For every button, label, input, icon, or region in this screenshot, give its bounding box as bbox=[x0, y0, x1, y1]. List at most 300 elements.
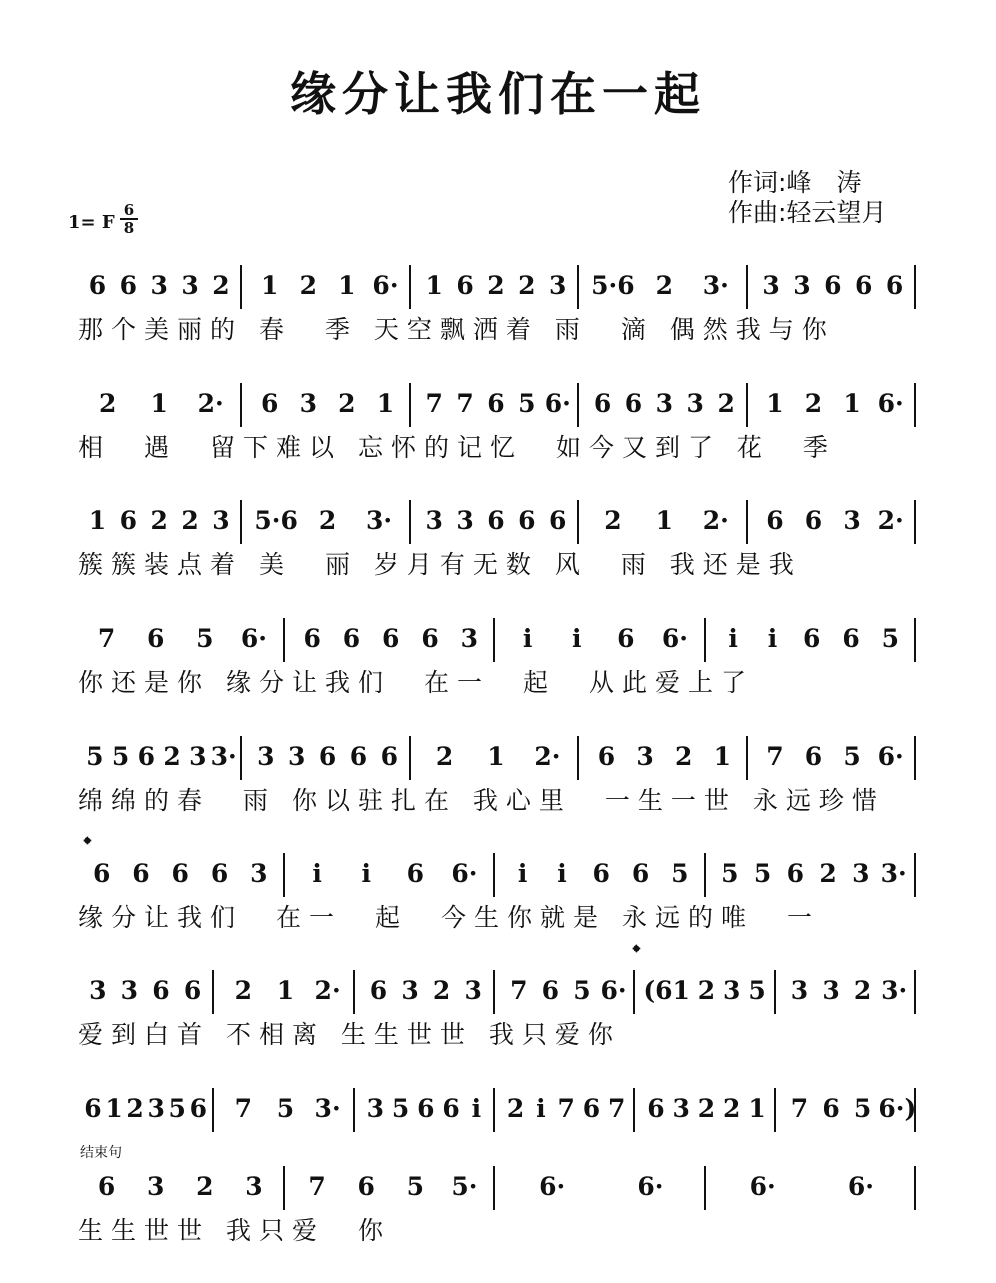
barline bbox=[212, 1088, 214, 1132]
note: 2 bbox=[432, 976, 451, 1005]
measure bbox=[289, 853, 500, 899]
note: 7 bbox=[456, 389, 474, 418]
barline bbox=[774, 970, 776, 1014]
lyric-line: 你还是你 缘分让我们 在一 起 从此爱上了 bbox=[78, 668, 754, 697]
measure bbox=[78, 853, 289, 899]
note: 6· bbox=[544, 389, 571, 418]
note: 2 bbox=[234, 976, 253, 1005]
note: 3· bbox=[880, 859, 907, 888]
note: 6 bbox=[137, 742, 156, 771]
barline bbox=[914, 265, 916, 309]
measure bbox=[246, 736, 414, 782]
measure bbox=[246, 500, 414, 546]
note: 5 bbox=[391, 1094, 410, 1123]
note: 1 bbox=[655, 506, 674, 535]
note: 6· bbox=[877, 389, 904, 418]
note: 7 bbox=[557, 1094, 575, 1123]
note: 5·6 bbox=[591, 271, 635, 300]
measure bbox=[710, 1166, 921, 1212]
note: 5 bbox=[111, 742, 130, 771]
note: 6· bbox=[372, 271, 399, 300]
note: 2 bbox=[181, 506, 199, 535]
note: 2 bbox=[99, 389, 117, 418]
note: 1 bbox=[425, 271, 443, 300]
note: i bbox=[471, 1094, 482, 1123]
barline bbox=[577, 383, 579, 427]
note: 3 bbox=[793, 271, 811, 300]
measure bbox=[289, 1166, 500, 1212]
note: 5 bbox=[406, 1172, 425, 1201]
note: 3 bbox=[89, 976, 107, 1005]
note: i bbox=[728, 624, 738, 653]
note: 7 bbox=[234, 1094, 253, 1123]
note: 5 bbox=[748, 976, 766, 1005]
note: 6 bbox=[406, 859, 425, 888]
note: 5 bbox=[843, 742, 861, 771]
note: 6 bbox=[582, 1094, 601, 1123]
measure bbox=[499, 1088, 639, 1134]
lyric-line: 缘分让我们 在一 起 今生你就是 永远的唯 一 bbox=[78, 903, 820, 932]
lyricist-name: 峰 涛 bbox=[786, 168, 862, 197]
note: 5 bbox=[196, 624, 214, 653]
measure bbox=[499, 970, 639, 1016]
note: 6· bbox=[451, 859, 478, 888]
ending-label: 结束句 bbox=[80, 1145, 122, 1161]
note: 3 bbox=[288, 742, 306, 771]
note: 1 bbox=[748, 1094, 766, 1123]
note: 3 bbox=[460, 624, 479, 653]
note: 6 bbox=[171, 859, 189, 888]
barline bbox=[283, 618, 285, 662]
note: 5 bbox=[276, 1094, 295, 1123]
note: 3 bbox=[146, 1172, 165, 1201]
note: 7 bbox=[425, 389, 443, 418]
note: 6 bbox=[369, 976, 388, 1005]
note: 2 bbox=[697, 976, 716, 1005]
note: 6 bbox=[631, 859, 650, 888]
note: 2 bbox=[150, 506, 168, 535]
note: 6 bbox=[804, 506, 823, 535]
barline bbox=[240, 383, 242, 427]
note: 6 bbox=[183, 976, 202, 1005]
note: 6· bbox=[637, 1172, 664, 1201]
note: 5 bbox=[168, 1094, 186, 1123]
note: 3 bbox=[257, 742, 275, 771]
note: 6 bbox=[132, 859, 150, 888]
lyric-line: 相 遇 留下难以 忘怀的记忆 如今又到了 花 季 bbox=[78, 433, 836, 462]
measure bbox=[499, 853, 710, 899]
note: 7 bbox=[308, 1172, 326, 1201]
note: 1 bbox=[260, 271, 279, 300]
note: 3 bbox=[636, 742, 654, 771]
note: 3 bbox=[212, 506, 230, 535]
note: 1 bbox=[487, 742, 505, 771]
barline bbox=[409, 265, 411, 309]
note: 2 bbox=[212, 271, 230, 300]
note: 6 bbox=[152, 976, 170, 1005]
note: 1 bbox=[105, 1094, 123, 1123]
barline bbox=[353, 1088, 355, 1132]
note: 3· bbox=[210, 742, 237, 771]
note: i bbox=[361, 859, 371, 888]
barline bbox=[633, 970, 635, 1014]
barline bbox=[914, 1166, 916, 1210]
measure bbox=[218, 1088, 358, 1134]
note: 6· bbox=[847, 1172, 874, 1201]
note: 6 bbox=[487, 389, 505, 418]
coda-mark-2: 𝄌 bbox=[633, 940, 640, 964]
note: 6 bbox=[417, 1094, 435, 1123]
note: 6 bbox=[824, 271, 842, 300]
barline bbox=[633, 1088, 635, 1132]
note: 3 bbox=[464, 976, 482, 1005]
barline bbox=[746, 736, 748, 780]
measure bbox=[78, 970, 218, 1016]
lyric-line: 生生世世 我只爱 你 bbox=[78, 1216, 391, 1245]
note: 6 bbox=[382, 624, 400, 653]
measure bbox=[415, 265, 583, 311]
note: 2 bbox=[853, 976, 872, 1005]
note: 2 bbox=[318, 506, 337, 535]
credits bbox=[728, 168, 886, 228]
note: 6 bbox=[189, 1094, 207, 1123]
note: 5·6 bbox=[254, 506, 298, 535]
note: 6 bbox=[303, 624, 321, 653]
note: 2 bbox=[299, 271, 317, 300]
note: 7 bbox=[790, 1094, 809, 1123]
note: 2· bbox=[877, 506, 904, 535]
note: 6 bbox=[342, 624, 361, 653]
note: 2 bbox=[487, 271, 505, 300]
note: 5 bbox=[881, 624, 900, 653]
note: 6 bbox=[766, 506, 784, 535]
measure bbox=[639, 970, 779, 1016]
note: 3 bbox=[250, 859, 268, 888]
note: 6 bbox=[357, 1172, 375, 1201]
measure bbox=[415, 736, 583, 782]
measure bbox=[78, 618, 289, 664]
note: 3 bbox=[366, 1094, 384, 1123]
note: 2· bbox=[534, 742, 561, 771]
measure bbox=[752, 736, 920, 782]
time-signature-bottom: 8 bbox=[123, 219, 135, 237]
measure bbox=[289, 618, 500, 664]
note: 1 bbox=[672, 976, 690, 1005]
note: 3 bbox=[655, 389, 674, 418]
time-signature-top: 6 bbox=[123, 201, 135, 219]
note: 2 bbox=[819, 859, 837, 888]
note: i bbox=[517, 859, 528, 888]
note: 2 bbox=[804, 389, 823, 418]
note: 2 bbox=[723, 1094, 741, 1123]
measure bbox=[246, 265, 414, 311]
barline bbox=[704, 1166, 706, 1210]
measure bbox=[583, 265, 751, 311]
barline bbox=[746, 383, 748, 427]
note: 2· bbox=[197, 389, 224, 418]
composer-name: 轻云望月 bbox=[786, 198, 887, 227]
note: 1 bbox=[276, 976, 295, 1005]
lyric-line: 那个美丽的 春 季 天空飘洒着 雨 滴 偶然我与你 bbox=[78, 315, 835, 344]
note: 6 bbox=[349, 742, 368, 771]
note: 6 bbox=[210, 859, 229, 888]
measure bbox=[359, 1088, 499, 1134]
note: 1 bbox=[88, 506, 107, 535]
measure bbox=[218, 970, 358, 1016]
coda-mark-1: 𝄌 bbox=[84, 832, 91, 856]
note: 3· bbox=[702, 271, 729, 300]
note: 6 bbox=[842, 624, 860, 653]
note: 7 bbox=[607, 1094, 626, 1123]
notes-row bbox=[78, 383, 928, 429]
barline bbox=[704, 618, 706, 662]
note: 1 bbox=[338, 271, 356, 300]
note: 5 bbox=[573, 976, 591, 1005]
note: 3 bbox=[852, 859, 870, 888]
barline bbox=[493, 618, 495, 662]
barline bbox=[493, 853, 495, 897]
note: 2 bbox=[697, 1094, 716, 1123]
note: 6· bbox=[661, 624, 688, 653]
measure bbox=[415, 383, 583, 429]
note: 6 bbox=[885, 271, 904, 300]
barline bbox=[746, 265, 748, 309]
notes-row bbox=[78, 265, 928, 311]
note: 1 bbox=[843, 389, 861, 418]
note: 3 bbox=[456, 506, 474, 535]
notes-row bbox=[78, 736, 928, 782]
note: 1 bbox=[766, 389, 784, 418]
measure bbox=[583, 500, 751, 546]
lyric-line: 绵绵的春 雨 你以驻扎在 我心里 一生一世 永远珍惜 bbox=[78, 786, 885, 815]
note: 6 bbox=[597, 742, 616, 771]
note: 6 bbox=[804, 742, 823, 771]
composer-label: 作曲: bbox=[728, 198, 787, 227]
notes-row bbox=[78, 1166, 928, 1212]
measure bbox=[499, 618, 710, 664]
barline bbox=[914, 500, 916, 544]
note: i bbox=[571, 624, 582, 653]
note: 5 bbox=[518, 389, 536, 418]
note: 3 bbox=[843, 506, 861, 535]
note: 6 bbox=[592, 859, 610, 888]
measure bbox=[752, 500, 920, 546]
note: 1 bbox=[376, 389, 395, 418]
notes-row bbox=[78, 618, 928, 664]
note: 5 bbox=[753, 859, 772, 888]
measure bbox=[78, 383, 246, 429]
note: i bbox=[767, 624, 778, 653]
note: 6 bbox=[421, 624, 439, 653]
note: 2 bbox=[435, 742, 454, 771]
measure bbox=[78, 1166, 289, 1212]
note: 3· bbox=[314, 1094, 341, 1123]
note: 6 bbox=[119, 506, 138, 535]
note: 3 bbox=[686, 389, 704, 418]
key-signature: 1= F bbox=[68, 212, 115, 233]
note: 3 bbox=[150, 271, 168, 300]
note: (6 bbox=[643, 976, 673, 1005]
note: i bbox=[312, 859, 322, 888]
note: 3 bbox=[147, 1094, 165, 1123]
barline bbox=[577, 265, 579, 309]
barline bbox=[577, 500, 579, 544]
note: 6 bbox=[624, 389, 643, 418]
measure bbox=[780, 970, 920, 1016]
note: 5 bbox=[721, 859, 739, 888]
barline bbox=[914, 736, 916, 780]
barline bbox=[240, 736, 242, 780]
note: 2 bbox=[196, 1172, 214, 1201]
note: 3 bbox=[189, 742, 207, 771]
note: 3 bbox=[549, 271, 567, 300]
note: 7 bbox=[510, 976, 528, 1005]
time-signature bbox=[120, 203, 138, 235]
note: 2· bbox=[314, 976, 341, 1005]
note: 6· bbox=[877, 742, 904, 771]
notes-row bbox=[78, 853, 928, 899]
note: 6· bbox=[600, 976, 627, 1005]
barline bbox=[914, 1088, 916, 1132]
note: 7 bbox=[766, 742, 784, 771]
note: 5 bbox=[86, 742, 104, 771]
note: 6 bbox=[518, 506, 536, 535]
note: 2 bbox=[604, 506, 622, 535]
note: 2· bbox=[702, 506, 729, 535]
note: 6 bbox=[822, 1094, 840, 1123]
note: 6 bbox=[647, 1094, 665, 1123]
lyricist-label: 作词: bbox=[728, 168, 787, 197]
note: 3· bbox=[881, 976, 908, 1005]
measure bbox=[78, 265, 246, 311]
note: 6·) bbox=[878, 1094, 917, 1123]
note: 2 bbox=[126, 1094, 144, 1123]
measure bbox=[78, 500, 246, 546]
note: 5· bbox=[451, 1172, 478, 1201]
note: 1 bbox=[713, 742, 731, 771]
note: 6 bbox=[318, 742, 337, 771]
barline bbox=[493, 1166, 495, 1210]
note: 6 bbox=[119, 271, 138, 300]
barline bbox=[212, 970, 214, 1014]
note: 6 bbox=[380, 742, 399, 771]
barline bbox=[283, 1166, 285, 1210]
note: 5 bbox=[671, 859, 689, 888]
barline bbox=[774, 1088, 776, 1132]
barline bbox=[914, 970, 916, 1014]
note: 6 bbox=[487, 506, 505, 535]
note: 2 bbox=[163, 742, 181, 771]
note: 2 bbox=[655, 271, 674, 300]
measure bbox=[780, 1088, 920, 1134]
note: 3 bbox=[790, 976, 809, 1005]
measure bbox=[78, 736, 246, 782]
notes-row bbox=[78, 970, 928, 1016]
note: 2 bbox=[717, 389, 735, 418]
note: 5 bbox=[853, 1094, 872, 1123]
measure bbox=[752, 265, 920, 311]
note: 2 bbox=[518, 271, 536, 300]
note: 3 bbox=[401, 976, 419, 1005]
note: 6 bbox=[854, 271, 873, 300]
measure bbox=[499, 1166, 710, 1212]
barline bbox=[746, 500, 748, 544]
note: 3 bbox=[723, 976, 741, 1005]
note: 6 bbox=[456, 271, 474, 300]
note: i bbox=[522, 624, 533, 653]
note: 6 bbox=[84, 1094, 102, 1123]
barline bbox=[914, 383, 916, 427]
measure bbox=[583, 383, 751, 429]
note: 6 bbox=[260, 389, 279, 418]
measure bbox=[246, 383, 414, 429]
note: 2 bbox=[338, 389, 356, 418]
barline bbox=[283, 853, 285, 897]
note: 6 bbox=[97, 1172, 116, 1201]
measure bbox=[752, 383, 920, 429]
notes-row bbox=[78, 500, 928, 546]
barline bbox=[914, 853, 916, 897]
lyric-line: 簇簇装点着 美 丽 岁月有无数 风 雨 我还是我 bbox=[78, 550, 802, 579]
score-title: 缘分让我们在一起 bbox=[290, 67, 706, 121]
note: 3 bbox=[762, 271, 780, 300]
measure bbox=[78, 1088, 218, 1134]
note: 3 bbox=[425, 506, 443, 535]
note: 6 bbox=[593, 389, 612, 418]
measure bbox=[710, 618, 921, 664]
note: 3 bbox=[672, 1094, 690, 1123]
note: 6 bbox=[88, 271, 107, 300]
barline bbox=[409, 383, 411, 427]
note: i bbox=[536, 1094, 546, 1123]
note: 7 bbox=[97, 624, 116, 653]
measure bbox=[583, 736, 751, 782]
barline bbox=[704, 853, 706, 897]
note: 6 bbox=[786, 859, 805, 888]
note: 3 bbox=[120, 976, 139, 1005]
barline bbox=[353, 970, 355, 1014]
note: 1 bbox=[150, 389, 168, 418]
note: 3 bbox=[822, 976, 840, 1005]
note: 6 bbox=[617, 624, 635, 653]
note: 3 bbox=[245, 1172, 263, 1201]
notes-row bbox=[78, 1088, 928, 1134]
note: 6 bbox=[92, 859, 111, 888]
note: 6· bbox=[749, 1172, 776, 1201]
barline bbox=[409, 736, 411, 780]
measure bbox=[359, 970, 499, 1016]
note: 3 bbox=[299, 389, 317, 418]
note: 3 bbox=[181, 271, 199, 300]
barline bbox=[577, 736, 579, 780]
note: i bbox=[557, 859, 567, 888]
note: 6 bbox=[442, 1094, 460, 1123]
measure bbox=[710, 853, 921, 899]
note: 6 bbox=[146, 624, 165, 653]
note: 6 bbox=[803, 624, 821, 653]
barline bbox=[240, 265, 242, 309]
note: 6 bbox=[541, 976, 560, 1005]
note: 2 bbox=[506, 1094, 525, 1123]
barline bbox=[914, 618, 916, 662]
note: 3· bbox=[365, 506, 393, 535]
barline bbox=[240, 500, 242, 544]
note: 2 bbox=[674, 742, 693, 771]
note: 6· bbox=[539, 1172, 566, 1201]
measure bbox=[639, 1088, 779, 1134]
lyric-line: 爱到白首 不相离 生生世世 我只爱你 bbox=[78, 1020, 621, 1049]
barline bbox=[493, 1088, 495, 1132]
